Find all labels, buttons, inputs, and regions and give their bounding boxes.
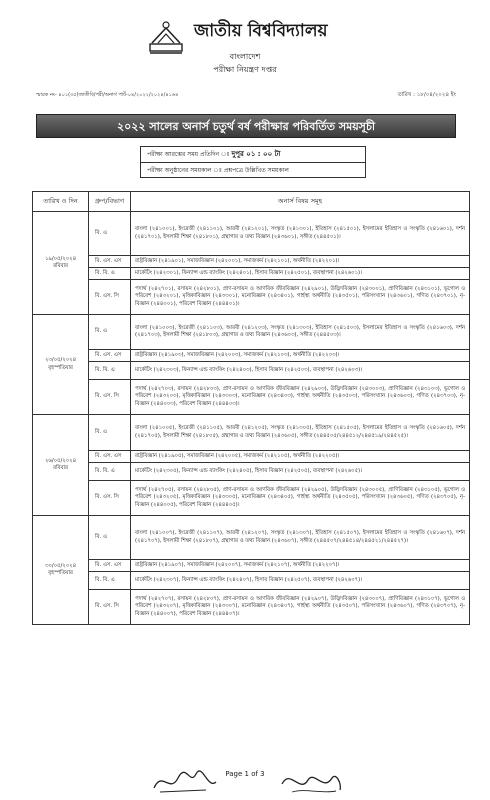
group-cell: বি. বি. এ bbox=[89, 268, 131, 280]
group-cell: বি. বি. এ bbox=[89, 572, 131, 590]
subjects-cell: বাংলা (২৪১০০৫), ইংরেজী (২৪১১০৫), আরবী (২৪১২০৫), সংস্কৃত (২৪১৩০৫), ইতিহাস (২৪১৫০৫), ইসলামের ইতিহাস ও সংস্কৃতি (২৪১৬০৫), দর্শন (২৪১৭০৫), ইসলামী শিক্ষা (২৪১৮০৫), গ্রন্থাগার ও তথ্য বিজ্ঞান (২৪৩৬০৫), সঙ্গীত (২৪৪৫০৫/২৪৪৫১২/২৪৪৫১৯/২৪৪৫২৫)। bbox=[131, 415, 470, 451]
header-subjects: অনার্স বিষয় সমূহ bbox=[131, 192, 470, 212]
group-cell: বি. এস. এস bbox=[89, 451, 131, 463]
table-row bbox=[33, 256, 470, 268]
exam-date: ২৩/০৫/২০২৪ bbox=[44, 357, 77, 364]
group-cell: বি. এস. এস bbox=[89, 256, 131, 268]
subjects-cell: রাষ্ট্রবিজ্ঞান (২৪১৯০৩), সমাজবিজ্ঞান (২৪২০০৩), সমাজকর্ম (২৪২১০৩), অর্থনীতি (২৪২২০৩)। bbox=[131, 350, 470, 362]
table-row bbox=[33, 315, 470, 350]
table-row bbox=[33, 268, 470, 280]
table-header-row bbox=[33, 192, 470, 212]
exam-day: বৃহস্পতিবার bbox=[48, 570, 73, 576]
date-day-cell bbox=[33, 315, 89, 415]
exam-day: রবিবার bbox=[53, 465, 68, 471]
group-cell: বি. এ bbox=[89, 212, 131, 256]
exam-day: রবিবার bbox=[53, 263, 68, 269]
table-row bbox=[33, 380, 470, 415]
subjects-cell: মার্কেটিং (২৪২৩০৭), ফিন্যান্স এন্ড ব্যাংকিং (২৪২৪০৭), হিসাব বিজ্ঞান (২৪২৫০৭), ব্যবস্থাপনা (২৪২৬০৭)। bbox=[131, 572, 470, 590]
table-row bbox=[33, 560, 470, 572]
table-row bbox=[33, 350, 470, 362]
subjects-cell: বাংলা (২৪১০০৭), ইংরেজী (২৪১১০৭), আরবী (২৪১২০৭), সংস্কৃত (২৪১৩০৭), ইতিহাস (২৪১৫০৭), ইসলামের ইতিহাস ও সংস্কৃতি (২৪১৬০৭), দর্শন (২৪১৭০৭), ইসলামী শিক্ষা (২৪১৮০৭), গ্রন্থাগার ও তথ্য বিজ্ঞান (২৪৩৬০৭), সঙ্গীত (২৪৪৫০৭/২৪৪৫১৪/২৪৪৫২১/২৪৪৫২৭)। bbox=[131, 516, 470, 560]
table-row bbox=[33, 463, 470, 481]
subjects-cell: মার্কেটিং (২৪২৩০১), ফিন্যান্স এন্ড ব্যাংকিং (২৪২৪০১), হিসাব বিজ্ঞান (২৪২৫০১), ব্যবস্থাপনা (২৪২৬০১)। bbox=[131, 268, 470, 280]
office-name: পরীক্ষা নিয়ন্ত্রণ দপ্তর bbox=[213, 65, 277, 74]
table-row bbox=[33, 481, 470, 516]
start-time-value: দুপুর ০১ : ০০ টা bbox=[231, 150, 281, 158]
table-row bbox=[33, 516, 470, 560]
subjects-cell: পদার্থ (২৪২৭০১), রসায়ন (২৪২৮০১), প্রাণ-রসায়ন ও আণবিক জীববিজ্ঞান (২৪২৯০১), উদ্ভিদবিজ্ঞান (২৪৩০০১), প্রাণিবিজ্ঞান (২৪৩১০১), ভূগোল ও পরিবেশ (২৪৩২০১), মৃত্তিকাবিজ্ঞান (২৪৩৩০১), মনোবিজ্ঞান (২৪৩৪০১), গার্হস্থ্য অর্থনীতি (২৪৩৫০১), পরিসংখ্যান (২৪৩৬০১), গণিত (২৪৩৭০১), নৃ-বিজ্ঞান (২৪৪০০১), পরিবেশ বিজ্ঞান (২৪৪৪০১)। bbox=[131, 280, 470, 315]
signature-right bbox=[276, 764, 346, 798]
exam-date: ১৯/০৫/২০২৪ bbox=[44, 255, 77, 262]
header-group: গ্রুপ/বিভাগ bbox=[89, 192, 131, 212]
letterhead bbox=[0, 0, 490, 100]
subjects-cell: মার্কেটিং (২৪২৩০৩), ফিন্যান্স এন্ড ব্যাংকিং (২৪২৪০৩), হিসাব বিজ্ঞান (২৪২৫০৩), ব্যবস্থাপনা (২৪২৬০৩)। bbox=[131, 362, 470, 380]
schedule-body bbox=[33, 212, 470, 625]
date-day-cell bbox=[33, 415, 89, 516]
start-time-label: পরীক্ষা আরম্ভের সময় প্রতিদিন ঃ bbox=[147, 151, 230, 158]
group-cell: বি. এ bbox=[89, 415, 131, 451]
schedule-table bbox=[32, 191, 470, 625]
country-name: বাংলাদেশ bbox=[229, 52, 261, 61]
table-row bbox=[33, 212, 470, 256]
table-row bbox=[33, 415, 470, 451]
group-cell: বি. এস. এস bbox=[89, 560, 131, 572]
table-row bbox=[33, 451, 470, 463]
subjects-cell: পদার্থ (২৪২৭০৫), রসায়ন (২৪২৮০৫), প্রাণ-রসায়ন ও আণবিক জীববিজ্ঞান (২৪২৯০৫), উদ্ভিদবিজ্ঞান (২৪৩০০৫), প্রাণিবিজ্ঞান (২৪৩১০৫), ভূগোল ও পরিবেশ (২৪৩২০৫), মৃত্তিকাবিজ্ঞান (২৪৩৩০৫), মনোবিজ্ঞান (২৪৩৪০৫), গার্হস্থ্য অর্থনীতি (২৪৩৫০৫), পরিসংখ্যান (২৪৩৬০৫), গণিত (২৪৩৭০৫), নৃ-বিজ্ঞান (২৪৪০০৫), পরিবেশ বিজ্ঞান (২৪৪৪০৫)। bbox=[131, 481, 470, 516]
university-logo-icon bbox=[146, 20, 186, 54]
subjects-cell: মার্কেটিং (২৪২৩০৫), ফিন্যান্স এন্ড ব্যাংকিং (২৪২৪০৫), হিসাব বিজ্ঞান (২৪২৫০৫), ব্যবস্থাপনা (২৪২৬০৫)। bbox=[131, 463, 470, 481]
memo-number: স্মারক নং- ৪০১(৩৫)জাতীবি/পরী/অনার্স পার্ট-০৪/২০২২/২০২৪/৪১৬৪ bbox=[36, 92, 179, 98]
exam-date: ২৬/০৫/২০২৪ bbox=[44, 457, 77, 464]
group-cell: বি. এস. সি bbox=[89, 280, 131, 315]
table-row bbox=[33, 590, 470, 625]
group-cell: বি. এ bbox=[89, 315, 131, 350]
group-cell: বি. এ bbox=[89, 516, 131, 560]
subjects-cell: বাংলা (২৪১০০১), ইংরেজী (২৪১১০১), আরবী (২৪১২০১), সংস্কৃত (২৪১৩০১), ইতিহাস (২৪১৫০১), ইসলামের ইতিহাস ও সংস্কৃতি (২৪১৬০১), দর্শন (২৪১৭০১), ইসলামী শিক্ষা (২৪১৮০১), গ্রন্থাগার ও তথ্য বিজ্ঞান (২৪৩৬০১), সঙ্গীত (২৪৪৫০১)। bbox=[131, 212, 470, 256]
duration-row: পরীক্ষা অনুষ্ঠানের সময়কাল ঃ প্রশ্নপত্রে উল্লিখিত সময়কাল bbox=[141, 162, 365, 177]
subjects-cell: রাষ্ট্রবিজ্ঞান (২৪১৯০১), সমাজবিজ্ঞান (২৪২০০১), সমাজকর্ম (২৪২১০১), অর্থনীতি (২৪২২০১)। bbox=[131, 256, 470, 268]
page-number: Page 1 of 3 bbox=[225, 770, 265, 778]
subjects-cell: বাংলা (২৪১০০৩), ইংরেজী (২৪১১০৩), আরবী (২৪১২০৩), সংস্কৃত (২৪১৩০৩), ইতিহাস (২৪১৫০৩), ইসলামের ইতিহাস ও সংস্কৃতি (২৪১৬০৩), দর্শন (২৪১৭০৩), ইসলামী শিক্ষা (২৪১৮০৩), গ্রন্থাগার ও তথ্য বিজ্ঞান (২৪৩৬০৩), সঙ্গীত (২৪৪৫০৩)। bbox=[131, 315, 470, 350]
group-cell: বি. এস. সি bbox=[89, 590, 131, 625]
subjects-cell: রাষ্ট্রবিজ্ঞান (২৪১৯০৭), সমাজবিজ্ঞান (২৪২০০৭), সমাজকর্ম (২৪২১০৭), অর্থনীতি (২৪২২০৭)। bbox=[131, 560, 470, 572]
exam-date: ৩০/০৫/২০২৪ bbox=[44, 562, 77, 569]
exam-day: বৃহস্পতিবার bbox=[48, 364, 73, 371]
date-day-cell bbox=[33, 516, 89, 625]
group-cell: বি. এস. এস bbox=[89, 350, 131, 362]
start-time-row bbox=[141, 147, 365, 162]
group-cell: বি. বি. এ bbox=[89, 362, 131, 380]
group-cell: বি. বি. এ bbox=[89, 463, 131, 481]
subjects-cell: পদার্থ (২৪২৭০৩), রসায়ন (২৪২৮০৩), প্রাণ-রসায়ন ও আণবিক জীববিজ্ঞান (২৪২৯০৩), উদ্ভিদবিজ্ঞান (২৪৩০০৩), প্রাণিবিজ্ঞান (২৪৩১০৩), ভূগোল ও পরিবেশ (২৪৩২০৩), মৃত্তিকাবিজ্ঞান (২৪৩৩০৩), মনোবিজ্ঞান (২৪৩৪০৩), গার্হস্থ্য অর্থনীতি (২৪৩৫০৩), পরিসংখ্যান (২৪৩৬০৩), গণিত (২৪৩৭০৩), নৃ-বিজ্ঞান (২৪৪০০৩), পরিবেশ বিজ্ঞান (২৪৪৪০৩)। bbox=[131, 380, 470, 415]
subjects-cell: রাষ্ট্রবিজ্ঞান (২৪১৯০৫), সমাজবিজ্ঞান (২৪২০০৫), সমাজকর্ম (২৪২১০৫), অর্থনীতি (২৪২২০৫)। bbox=[131, 451, 470, 463]
page-title: ২০২২ সালের অনার্স চতুর্থ বর্ষ পরীক্ষার পরিবর্তিত সময়সূচী bbox=[36, 114, 456, 138]
table-row bbox=[33, 280, 470, 315]
footer bbox=[0, 764, 490, 800]
table-row bbox=[33, 362, 470, 380]
table-row bbox=[33, 572, 470, 590]
issue-date: তারিখ : ১৮/০৪/২০২৪ ইং bbox=[397, 92, 456, 98]
group-cell: বি. এস. সি bbox=[89, 380, 131, 415]
subjects-cell: পদার্থ (২৪২৭০৭), রসায়ন (২৪২৮০৭), প্রাণ-রসায়ন ও আণবিক জীববিজ্ঞান (২৪২৯০৭), উদ্ভিদবিজ্ঞান (২৪৩০০৭), প্রাণিবিজ্ঞান (২৪৩১০৭), ভূগোল ও পরিবেশ (২৪৩২০৭), মৃত্তিকাবিজ্ঞান (২৪৩৩০৭), মনোবিজ্ঞান (২৪৩৪০৭), গার্হস্থ্য অর্থনীতি (২৪৩৫০৭), পরিসংখ্যান (২৪৩৬০৭), গণিত (২৪৩৭০৭), নৃ-বিজ্ঞান (২৪৪০০৭), পরিবেশ বিজ্ঞান (২৪৪৪০৭)। bbox=[131, 590, 470, 625]
header-date-day: তারিখ ও দিন bbox=[33, 192, 89, 212]
timing-box bbox=[140, 146, 366, 178]
group-cell: বি. এস. সি bbox=[89, 481, 131, 516]
date-day-cell bbox=[33, 212, 89, 315]
university-name: জাতীয় বিশ্ববিদ্যালয় bbox=[194, 21, 328, 41]
